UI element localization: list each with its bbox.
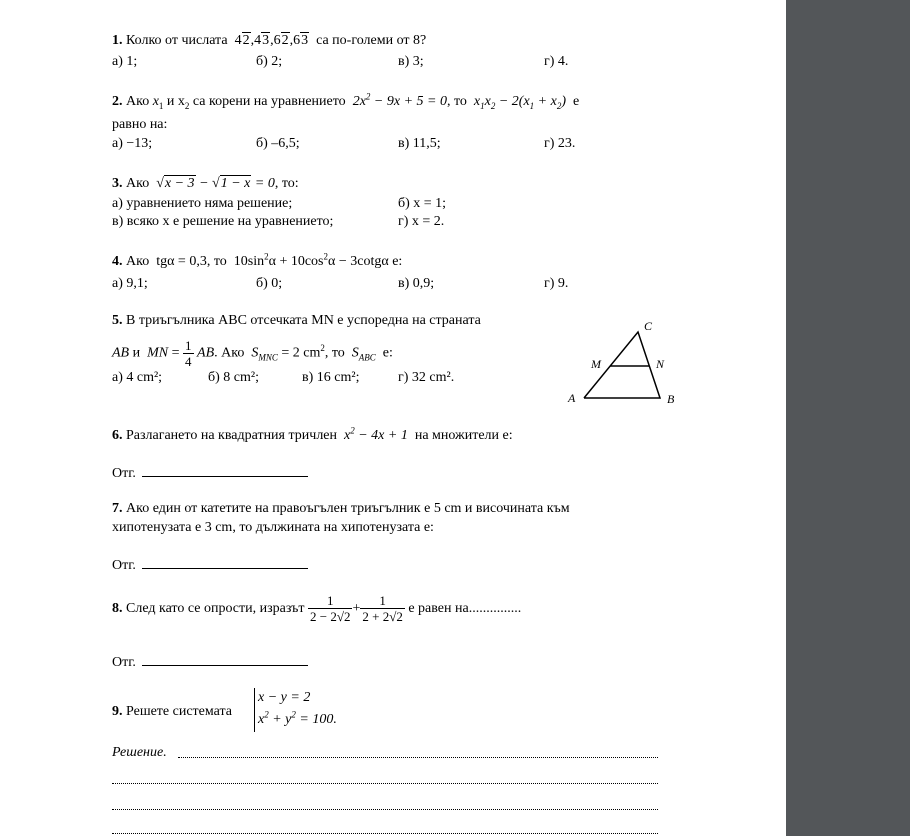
question-text: хипотенузата е 3 cm, то дължината на хипотенузата е: (112, 520, 434, 535)
question-8 (112, 592, 521, 626)
label-c: C (644, 319, 653, 333)
option-c: в) 16 cm²; (302, 370, 360, 385)
option-b: б) 8 cm²; (208, 370, 259, 385)
answer-line[interactable] (142, 653, 308, 666)
question-number: 9. (112, 704, 123, 719)
question-7 (112, 500, 570, 517)
option-d: г) 9. (544, 276, 569, 291)
question-number: 8. (112, 601, 123, 616)
option-c: в) всяко x е решение на уравнението; (112, 214, 334, 229)
answer-dotted-line[interactable] (112, 833, 658, 834)
question-text: Ако един от катетите на правоъгълен триъгълник е 5 cm и височината към (126, 501, 570, 516)
question-1 (112, 32, 426, 49)
numbers-list: 42,43,62,63 (234, 33, 309, 48)
option-d: г) 32 cm². (398, 370, 455, 385)
answer-dotted-line[interactable] (178, 757, 658, 758)
question-2: 2. Ако $x_1$ и $x_2$ са корени на уравнението $2x^2 - 9x + 5 = 0$, то $x_1x_2 - 2(x_1 + x_2)$ е (112, 91, 580, 111)
question-text: Ако (126, 94, 150, 109)
denominator: 2 + 2√2 (362, 609, 403, 625)
question-9 (112, 703, 232, 720)
question-text: В триъгълника ABC отсечката MN е успоредна на страната (126, 313, 481, 328)
label-b: B (667, 392, 675, 406)
answer-line[interactable] (142, 464, 308, 477)
option-d: г) 23. (544, 136, 576, 151)
question-text: е (573, 94, 580, 109)
label-n: N (656, 357, 665, 371)
answer-label: Отг. (112, 558, 136, 573)
question-text: След като се опрости, изразът (126, 601, 305, 616)
question-text: е равен на............... (408, 601, 522, 616)
question-5 (112, 312, 481, 329)
question-number: 5. (112, 313, 123, 328)
answer-dotted-line[interactable] (112, 809, 658, 810)
option-d: г) x = 2. (398, 214, 445, 229)
option-a: а) 1; (112, 54, 138, 69)
question-number: 3. (112, 176, 123, 191)
numerator: 1 (308, 593, 352, 609)
option-a: а) уравнението няма решение; (112, 196, 293, 211)
option-c: в) 3; (398, 54, 424, 69)
system-eq-2: $x^2 + y^2 = 100$. (258, 709, 337, 727)
label-m: M (591, 357, 601, 371)
answer-6 (112, 464, 308, 482)
question-number: 2. (112, 94, 123, 109)
question-text: са по-големи от 8? (316, 33, 427, 48)
operator: + (352, 601, 361, 616)
question-text: Решете системата (126, 704, 233, 719)
answer-line[interactable] (142, 556, 308, 569)
question-number: 7. (112, 501, 123, 516)
question-text: на множители е: (414, 428, 513, 443)
question-number: 6. (112, 428, 123, 443)
answer-8 (112, 653, 308, 671)
option-b: б) x = 1; (398, 196, 447, 211)
option-a: а) −13; (112, 136, 153, 151)
option-b: б) –6,5; (256, 136, 300, 151)
radicand: x − 3 (164, 176, 195, 191)
fraction (183, 338, 194, 369)
question-text: е: (392, 254, 403, 269)
option-c: в) 11,5; (398, 136, 441, 151)
fraction-1 (308, 593, 352, 624)
answer-label: Отг. (112, 466, 136, 481)
option-d: г) 4. (544, 54, 569, 69)
answer-dotted-line[interactable] (112, 783, 658, 784)
operator: − (195, 176, 213, 191)
question-3: 3. Ако √x − 3 − √1 − x = 0, то: (112, 176, 299, 191)
option-c: в) 0,9; (398, 276, 435, 291)
question-4: 4. Ако tgα = 0,3, то $10\sin^2\alpha + 10\cos^2\alpha - 3\cot g\alpha$ е: (112, 251, 403, 269)
question-text: Разлагането на квадратния тричлен (126, 428, 338, 443)
answer-label: Отг. (112, 655, 136, 670)
option-b: б) 0; (256, 276, 283, 291)
question-5-line2: AB и MN = $\frac{1}{4}$ AB. Ако $S_{MNC} = 2$ $cm^2$, то $S_{ABC}$ е: (112, 338, 393, 369)
system-eq-1: x − y = 2 (258, 690, 311, 705)
question-number: 4. (112, 254, 123, 269)
equation-rhs: = 0 (251, 176, 275, 191)
question-6: 6. Разлагането на квадратния тричлен $x^2 - 4x + 1$ на множители е: (112, 425, 513, 443)
numerator: 1 (185, 338, 192, 353)
denominator: 4 (185, 354, 192, 369)
system-bar (254, 688, 255, 732)
question-text: Колко от числата (126, 33, 228, 48)
numerator: 1 (360, 593, 404, 609)
radicand: 1 − x (220, 176, 251, 191)
viewer-sidebar (786, 0, 910, 836)
question-text: Ако (126, 176, 150, 191)
answer-7 (112, 556, 308, 574)
question-text: Ако (126, 254, 150, 269)
option-a: а) 9,1; (112, 276, 148, 291)
question-text: , то: (274, 176, 299, 191)
fraction-2 (360, 593, 404, 624)
option-a: а) 4 cm²; (112, 370, 163, 385)
question-number: 1. (112, 33, 123, 48)
option-b: б) 2; (256, 54, 283, 69)
label-a: A (568, 391, 576, 405)
denominator: 2 − 2√2 (310, 609, 351, 625)
triangle-diagram (560, 316, 690, 408)
solution-label: Решение. (112, 745, 167, 760)
period: . (333, 712, 337, 727)
question-text: равно на: (112, 117, 168, 132)
